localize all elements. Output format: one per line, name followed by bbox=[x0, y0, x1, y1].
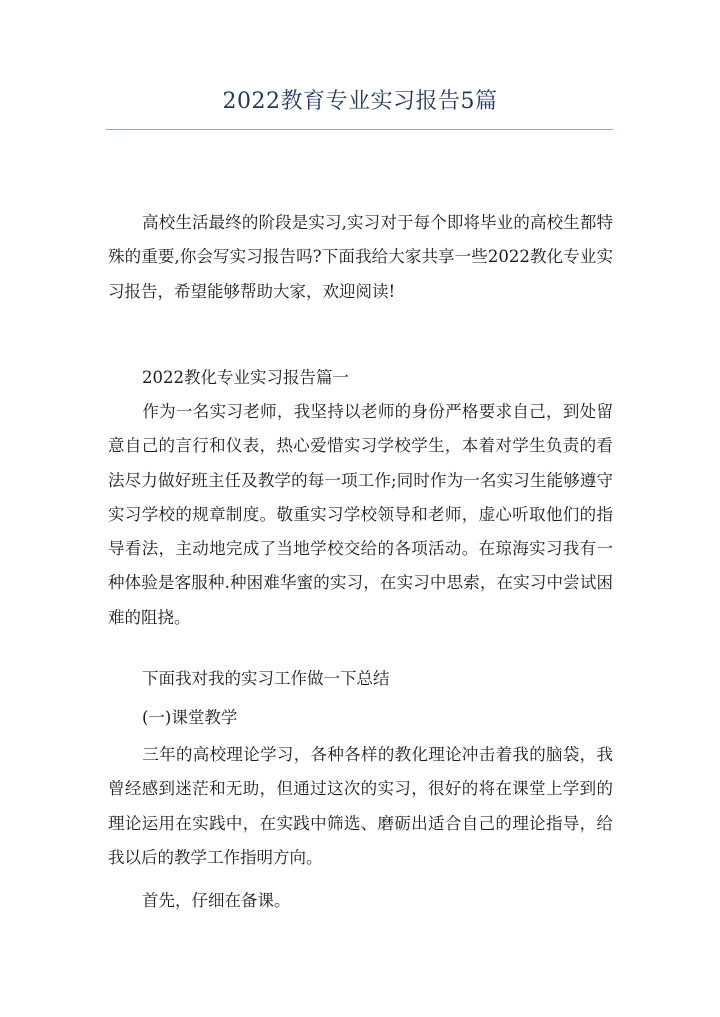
body-paragraph: 首先，仔细在备课。 bbox=[142, 891, 291, 910]
section-heading: 2022教化专业实习报告篇一 bbox=[142, 368, 349, 387]
summary-line: 下面我对我的实习工作做一下总结 bbox=[142, 669, 390, 688]
title-underline bbox=[106, 129, 613, 130]
body-paragraph: 三年的高校理论学习，各种各样的教化理论冲击着我的脑袋，我曾经感到迷茫和无助，但通过这次的实习，很好的将在课堂上学到的理论运用在实践中，在实践中筛选、磨砺出适合自己的理论指导，给我以后的教学工作指明方向。 bbox=[108, 745, 613, 867]
body-paragraph: 作为一名实习老师，我坚持以老师的身份严格要求自己，到处留意自己的言行和仪表，热心爱惜实习学校学生，本着对学生负责的看法尽力做好班主任及教学的每一项工作;同时作为一名实习生能够遵守实习学校的规章制度。敬重实习学校领导和老师，虚心听取他们的指导看法，主动地完成了当地学校交给的各项活动。在琼海实习我有一种体验是客服种.种困难华蜜的实习，在实习中思索，在实习中尝试困难的阻挠。 bbox=[108, 402, 613, 627]
subsection-heading: (一)课堂教学 bbox=[142, 708, 238, 727]
document-title: 2022教育专业实习报告5篇 bbox=[222, 89, 498, 114]
intro-paragraph: 高校生活最终的阶段是实习,实习对于每个即将毕业的高校生都特殊的重要,你会写实习报告吗?下面我给大家共享一些2022教化专业实习报告，希望能够帮助大家，欢迎阅读! bbox=[108, 213, 613, 301]
